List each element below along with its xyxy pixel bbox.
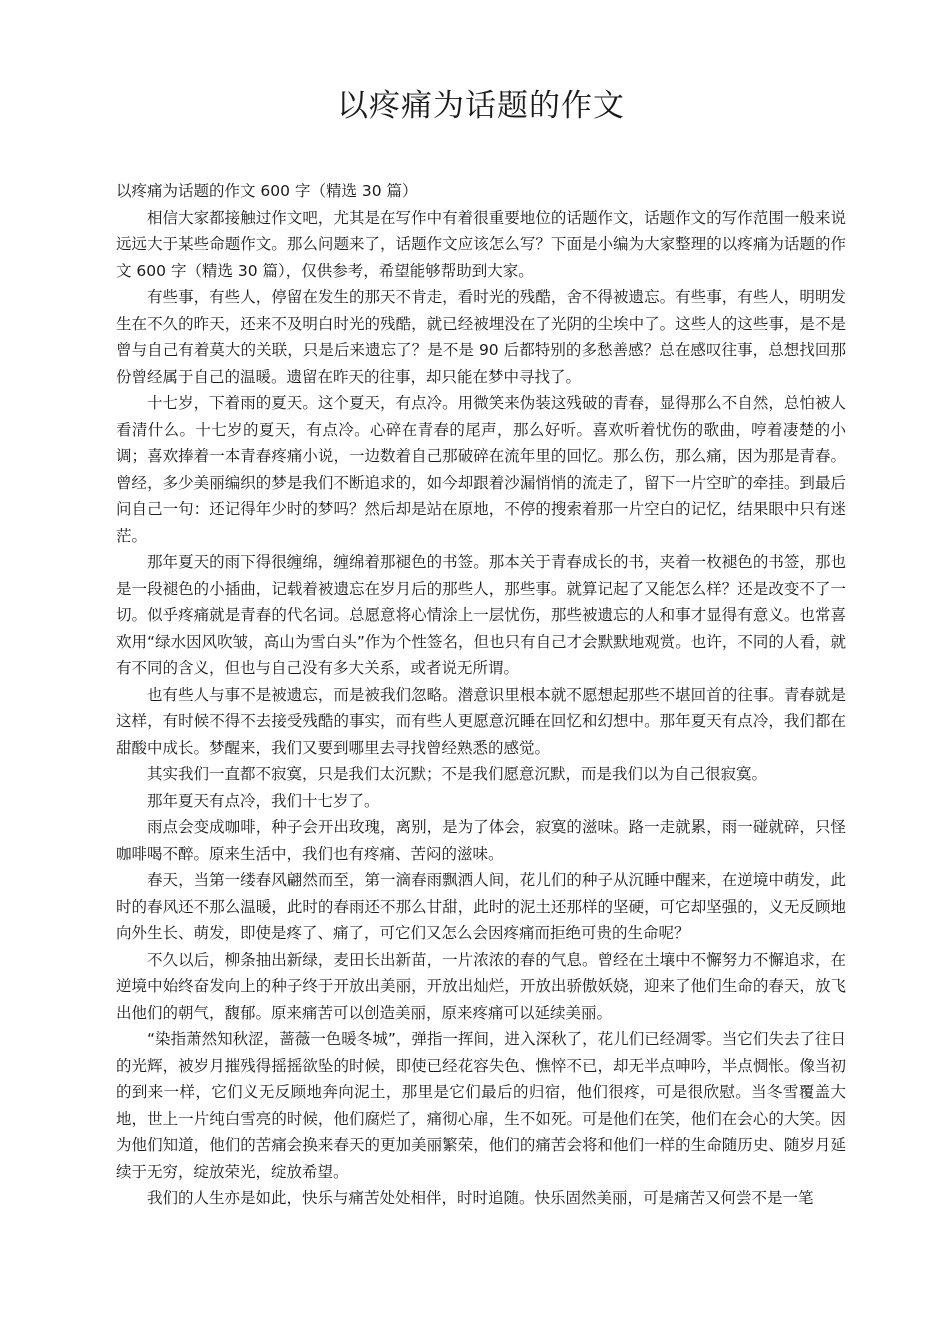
paragraph: 春天，当第一缕春风翩然而至，第一滴春雨飘洒人间，花儿们的种子从沉睡中醒来，在逆境中萌发，此时的春风还不那么温暖，此时的春雨还不那么甘甜，此时的泥土还那样的坚硬，可它却坚强的，义无反顾地向外生长、萌发，即使是疼了、痛了，可它们又怎么会因疼痛而拒绝可贵的生命呢？ — [116, 871, 846, 942]
paragraph: 也有些人与事不是被遗忘，而是被我们忽略。潜意识里根本就不愿想起那些不堪回首的往事。青春就是这样，有时候不得不去接受残酷的事实，而有些人更愿意沉睡在回忆和幻想中。那年夏天有点冷，我们都在甜酸中成长。梦醒来，我们又要到哪里去寻找曾经熟悉的感觉。 — [116, 685, 846, 757]
paragraph: 相信大家都接触过作文吧，尤其是在写作中有着很重要地位的话题作文，话题作文的写作范围一般来说远远大于某些命题作文。那么问题来了，话题作文应该怎么写？下面是小编为大家整理的以疼痛为话题的作文 600 字（精选 30 篇），仅供参考，希望能够帮助到大家。 — [116, 208, 846, 280]
document-title: 以疼痛为话题的作文 — [337, 88, 625, 124]
paragraph: “染指萧然知秋涩，蔷薇一色暖冬城”，弹指一挥间，进入深秋了，花儿们已经凋零。当它们失去了往日的光辉，被岁月摧残得摇摇欲坠的时候，即使已经花容失色、憔悴不已，却无半点呻吟，半点惆怅。像当初的到来一样，它们义无反顾地奔向泥土，那里是它们最后的归宿，他们很疼，可是很欣慰。当冬雪覆盖大地，世上一片纯白雪亮的时候，他们腐烂了，痛彻心扉，生不如死。可是他们在笑，他们在会心的大笑。因为他们知道，他们的苦痛会换来春天的更加美丽繁荣，他们的痛苦会将和他们一样的生命随历史、随岁月延续于无穷，绽放荣光，绽放希望。 — [116, 1030, 846, 1181]
paragraph: 雨点会变成咖啡，种子会开出玫瑰，离别，是为了体会，寂寞的滋味。路一走就累，雨一碰就碎，只怪咖啡喝不醉。原来生活中，我们也有疼痛、苦闷的滋味。 — [116, 818, 846, 863]
paragraph: 其实我们一直都不寂寞，只是我们太沉默；不是我们愿意沉默，而是我们以为自己很寂寞。 — [147, 765, 768, 783]
paragraph: 那年夏天的雨下得很缠绵，缠绵着那褪色的书签。那本关于青春成长的书，夹着一枚褪色的书签，那也是一段褪色的小插曲，记载着被遗忘在岁月后的那些人，那些事。就算记起了又能怎么样？还是改变不了一切。似乎疼痛就是青春的代名词。总愿意将心情涂上一层忧伤，那些被遗忘的人和事才显得有意义。也常喜欢用“绿水因风吹皱，高山为雪白头”作为个性签名，但也只有自己才会默默地观赏。也许，不同的人看，就有不同的含义，但也与自己没有多大关系，或者说无所谓。 — [116, 553, 846, 677]
paragraph: 有些事，有些人，停留在发生的那天不肯走，看时光的残酷，舍不得被遗忘。有些事，有些人，明明发生在不久的昨天，还来不及明白时光的残酷，就已经被埋没在了光阴的尘埃中了。这些人的这些事，是不是曾与自己有着莫大的关联，只是后来遗忘了？是不是 90 后都特别的多愁善感？总在感叹往事，总想找回那份曾经属于自己的温暖。遗留在昨天的往事，却只能在梦中寻找了。 — [116, 288, 846, 386]
paragraph: 十七岁，下着雨的夏天。这个夏天，有点冷。用微笑来伪装这残破的青春，显得那么不自然，总怕被人看清什么。十七岁的夏天，有点冷。心碎在青春的尾声，那么好听。喜欢听着忧伤的歌曲，哼着凄楚的小调；喜欢捧着一本青春疼痛小说，一边数着自己那破碎在流年里的回忆。那么伤，那么痛，因为那是青春。曾经，多少美丽编织的梦是我们不断追求的，如今却跟着沙漏悄悄的流走了，留下一片空旷的牵挂。到最后问自己一句：还记得年少时的梦吗？然后却是站在原地，不停的搜索着那一片空白的记忆，结果眼中只有迷茫。 — [116, 394, 846, 545]
paragraph: 我们的人生亦是如此，快乐与痛苦处处相伴，时时追随。快乐固然美丽，可是痛苦又何尝不是一笔 — [147, 1189, 814, 1207]
document-subtitle: 以疼痛为话题的作文 600 字（精选 30 篇） — [116, 182, 418, 200]
paragraph: 那年夏天有点冷，我们十七岁了。 — [147, 791, 380, 810]
paragraph: 不久以后，柳条抽出新绿，麦田长出新苗，一片浓浓的春的气息。曾经在土壤中不懈努力不懈追求，在逆境中始终奋发向上的种子终于开放出美丽，开放出灿烂，开放出骄傲妖娆，迎来了他们生命的春天，放飞出他们的朝气，馥郁。原来痛苦可以创造美丽，原来疼痛可以延续美丽。 — [116, 950, 846, 1022]
